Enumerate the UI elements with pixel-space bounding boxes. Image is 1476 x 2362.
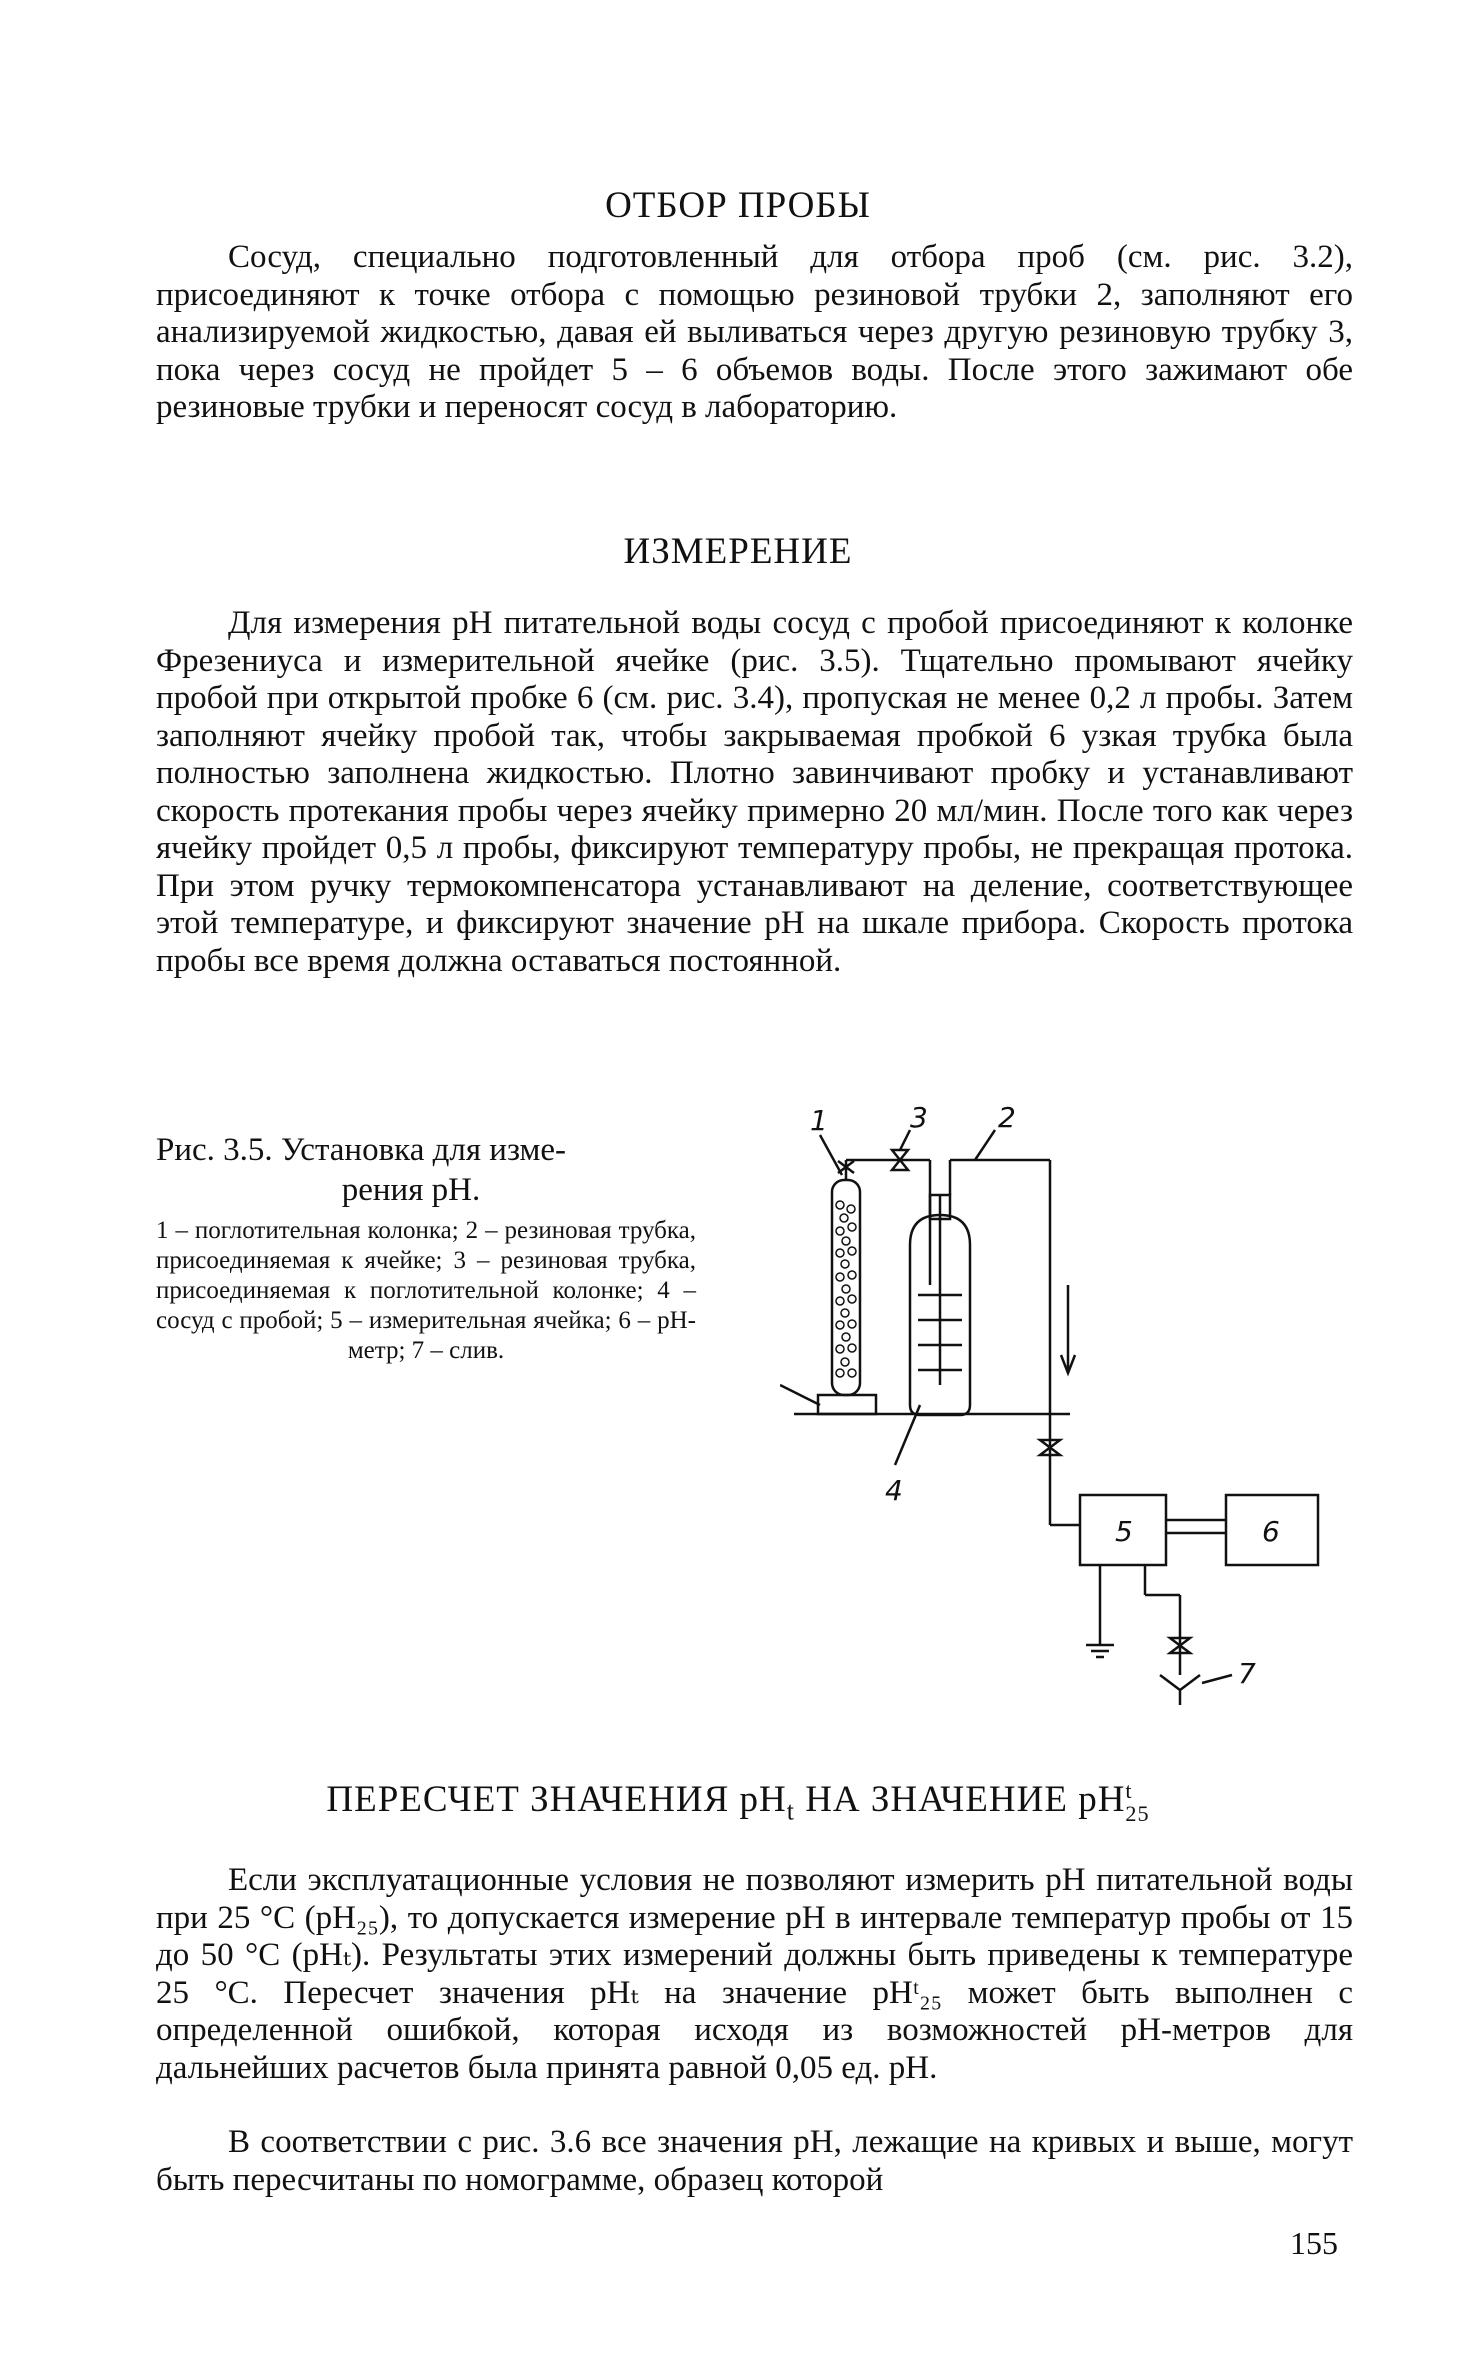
heading-ph-conversion: ПЕРЕСЧЕТ ЗНАЧЕНИЯ $рН_t$ НА ЗНАЧЕНИЕ рН t 25	[326, 1778, 1150, 1826]
page-number: 155	[1290, 2225, 1338, 2261]
drain-funnel-icon	[1160, 1675, 1200, 1705]
figure-caption-line1: Рис. 3.5. Установка для изме-	[156, 1132, 567, 1168]
absorption-column	[832, 1180, 860, 1395]
label-6: 6	[1262, 1515, 1280, 1548]
figure-legend: 1 – поглотительная колонка; 2 – резиновая трубка, присоединяемая к ячейке; 3 – резиновая трубка, присоединяемая к поглотительной колонке; 4 – сосуд с пробой; 5 – измерительная ячейка; 6 – рН-метр; 7 – слив.	[156, 1217, 696, 1364]
paragraph-measurement: Для измерения рН питательной воды сосуд с пробой присоединяют к колонке Фрезениуса и измерительной ячейке (рис. 3.5). Тщательно промывают ячейку пробой при открытой пробке 6 (см. рис. 3.4), пропуская не менее 0,2 л пробы. Затем заполняют ячейку пробой так, чтобы закрываемая пробкой 6 узкая трубка была полностью заполнена жидкостью. Плотно завинчивают пробку и устанавливают скорость протекания пробы через ячейку примерно 20 мл/мин. После того как через ячейку пройдет 0,5 л пробы, фиксируют температуру пробы, не прекращая протока. При этом ручку термокомпенсатора устанавливают на деление, соответствующее этой температуре, и фиксируют значение рН на шкале прибора. Скорость протока пробы все время должна оставаться постоянной.	[156, 605, 1353, 979]
label-1: 1	[810, 1105, 828, 1137]
label-2: 2	[998, 1105, 1016, 1134]
leader-2	[975, 1130, 995, 1160]
figure-caption-title	[156, 1130, 696, 1210]
column-outlet-pipe	[780, 1385, 820, 1405]
column-base	[818, 1395, 876, 1414]
column-packing	[836, 1201, 856, 1377]
heading-measurement: ИЗМЕРЕНИЕ	[623, 531, 853, 572]
leader-1	[820, 1135, 842, 1175]
paragraph-sampling: Сосуд, специально подготовленный для отбора проб (см. рис. 3.2), присоединяют к точке отбора с помощью резиновой трубки 2, заполняют его анализируемой жидкостью, давая ей выливаться через другую резиновую трубку 3, пока через сосуд не пройдет 5 – 6 объемов воды. После этого зажимают обе резиновые трубки и переносят сосуд в лабораторию.	[156, 239, 1353, 425]
ph-setup-schematic	[780, 1105, 1360, 1710]
paragraph-conversion-2: В соответствии с рис. 3.6 все значения рН, лежащие на кривых и выше, могут быть пересчитаны по номограмме, образец которой	[156, 2124, 1353, 2198]
leader-3	[900, 1130, 910, 1150]
heading-sampling: ОТБОР ПРОБЫ	[605, 185, 871, 226]
figure-ph-setup-diagram	[780, 1105, 1360, 1710]
figure-caption-line2: рения рН.	[341, 1172, 481, 1208]
label-7: 7	[1238, 1657, 1256, 1690]
drain-leader	[1202, 1675, 1232, 1683]
label-3: 3	[910, 1105, 928, 1134]
label-4: 4	[885, 1474, 903, 1507]
label-5: 5	[1115, 1515, 1133, 1548]
paragraph-conversion-1: Если эксплуатационные условия не позволяют измерить рН питательной воды при 25 °С (рН₂₅), то допускается измерение рН в интервале температур пробы от 15 до 50 °С (рНₜ). Результаты этих измерений должны быть приведены к температуре 25 °С. Пересчет значения рНₜ на значение рНᵗ₂₅ может быть выполнен с определенной ошибкой, которая исходя из возможностей рН-метров для дальнейших расчетов была принята равной 0,05 ед. рН.	[156, 1862, 1353, 2086]
